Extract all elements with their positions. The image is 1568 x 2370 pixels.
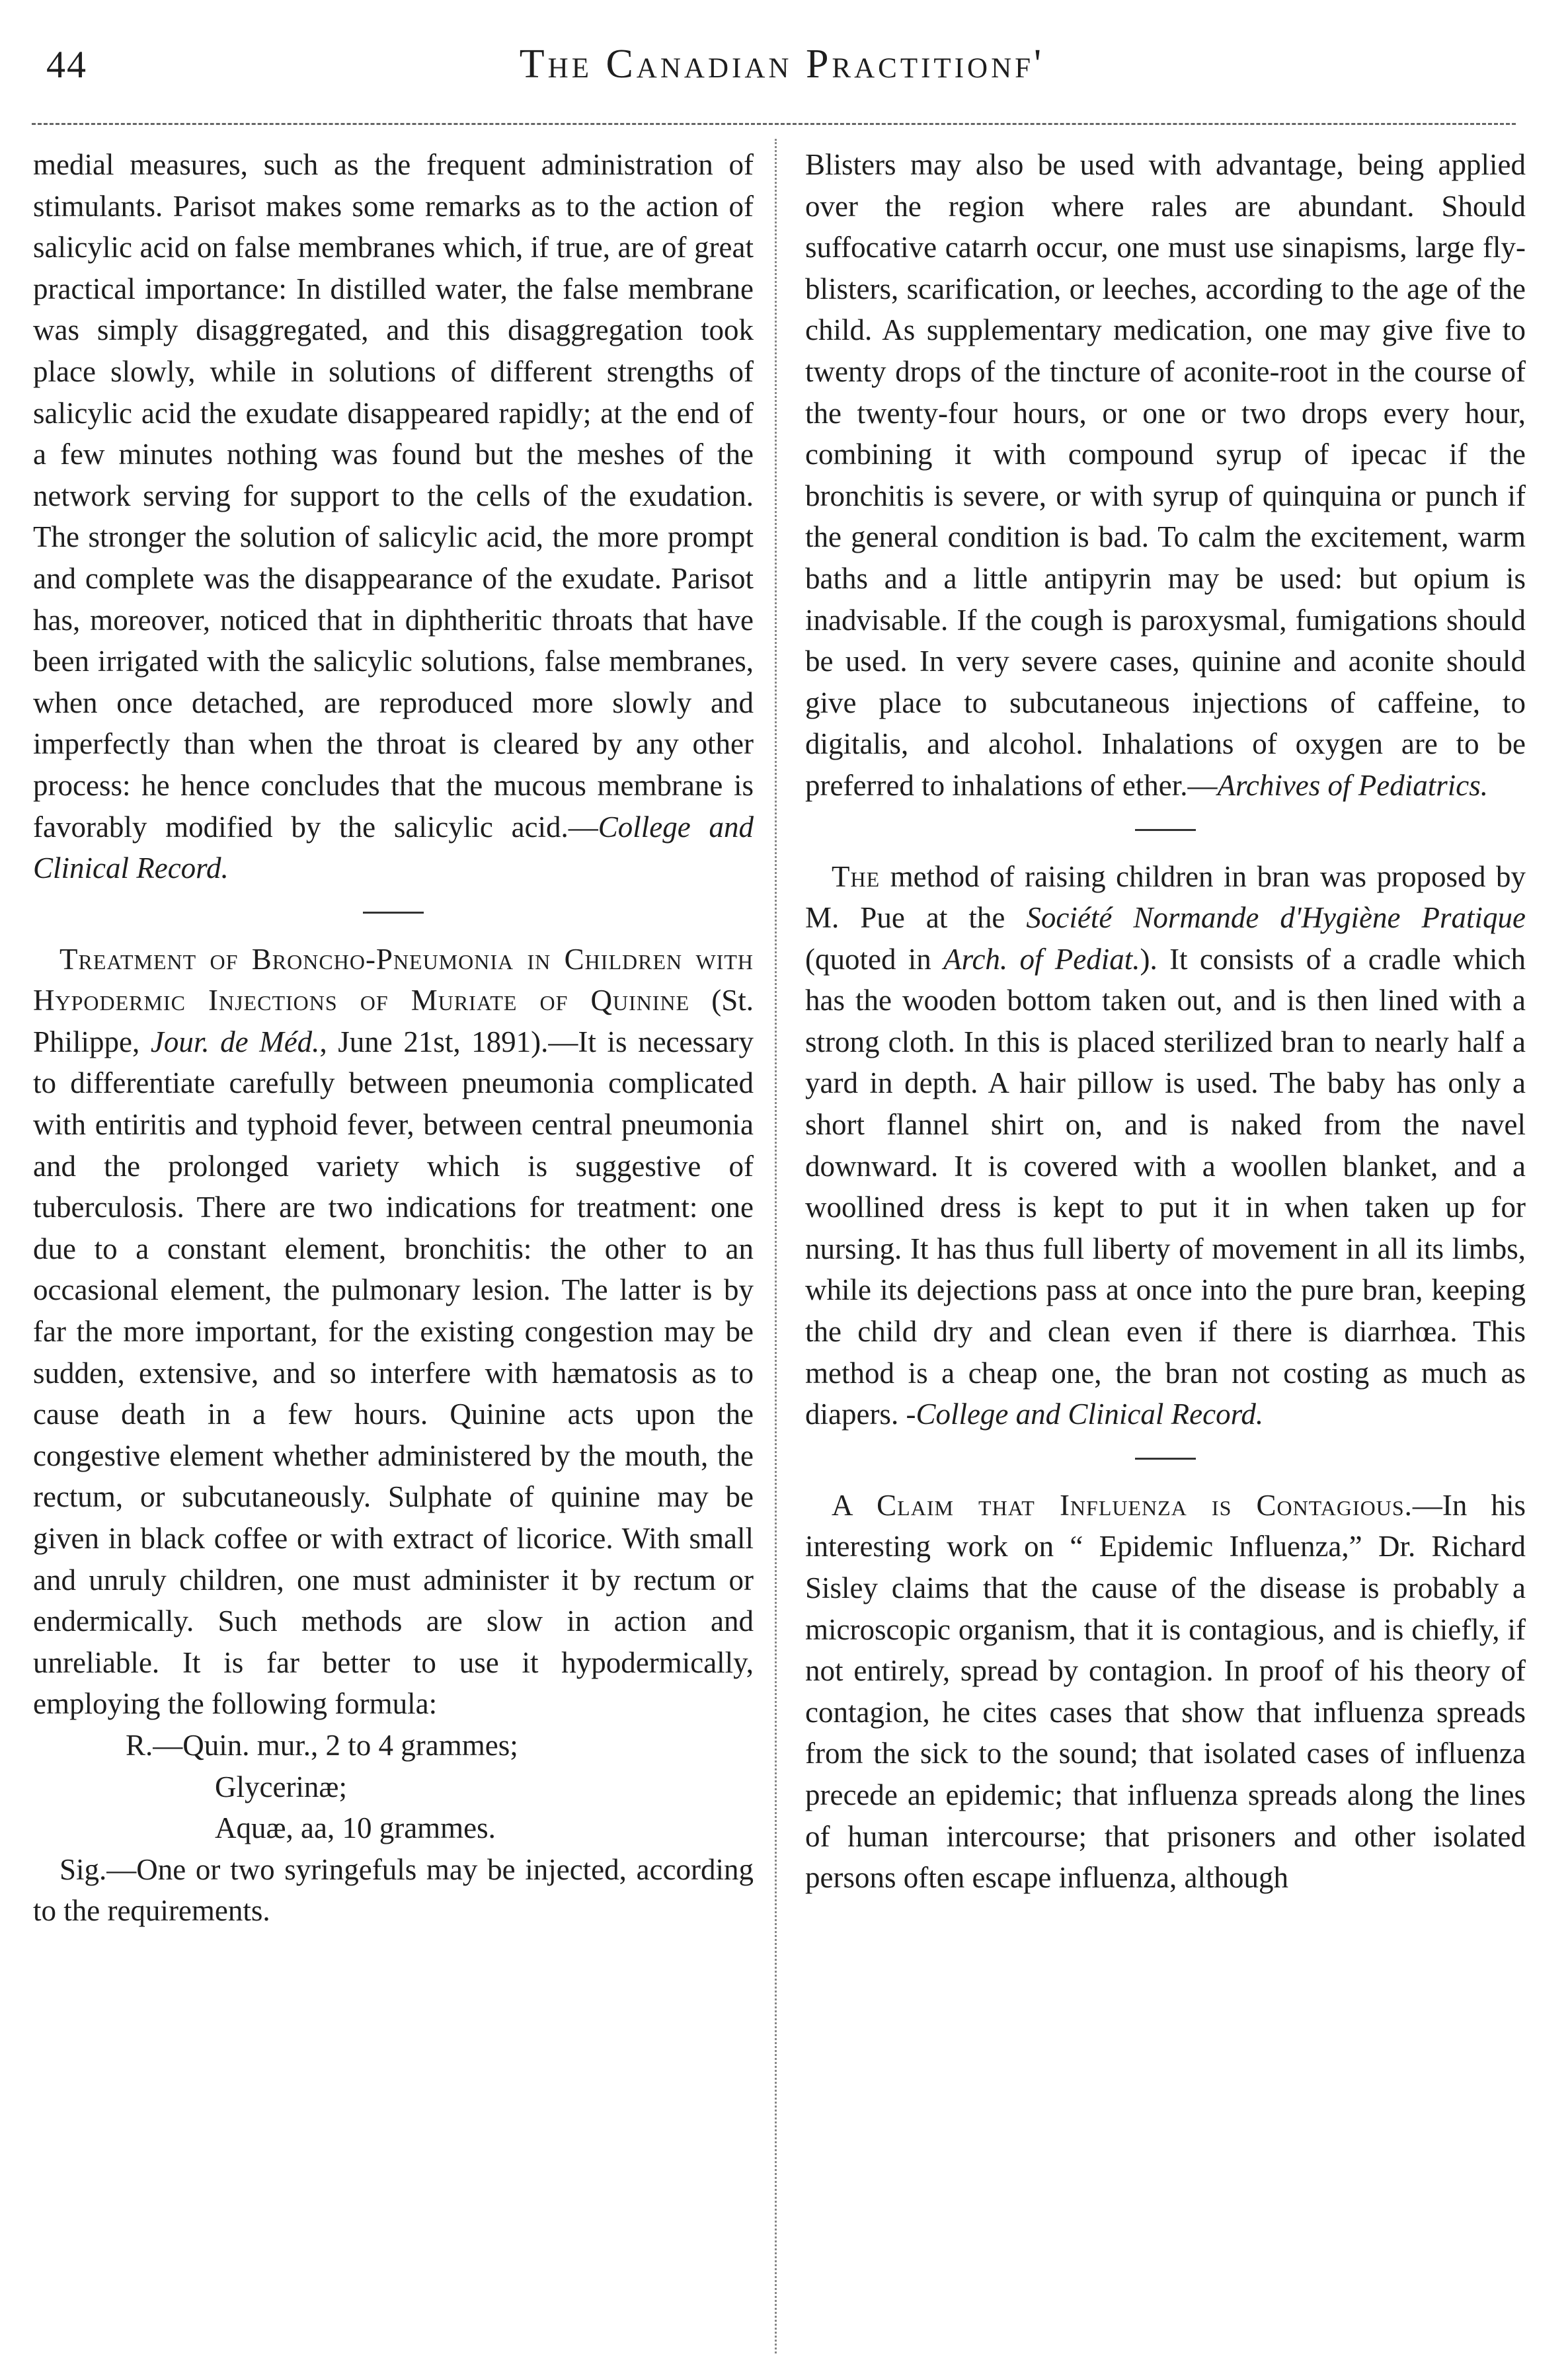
header-rule: [32, 123, 1516, 125]
formula-line: Glycerinæ;: [215, 1770, 347, 1803]
paragraph-text: Blisters may also be used with advantage, being applied over the region where rales are abundant. Should suffocative catarrh occur, one must use sinapisms, large fly-blisters, scarification, or leeches, according to the age of the child. As supplementary medication, one may give five to twenty drops of the tincture of aconite-root in the course of the twenty-four hours, or one or two drops every hour, combining it with compound syrup of ipecac if the bronchitis is severe, or with syrup of quinquina or punch if the general condition is bad. To calm the excitement, warm baths and a little antipyrin may be used: but opium is inadvisable. If the cough is paroxysmal, fumigations should be used. In very severe cases, quinine and aconite should give place to subcutaneous injections of caffeine, to digitalis, and alcohol. Inhalations of oxygen are to be preferred to inhalations of ether.—: [805, 148, 1526, 802]
running-title: The Canadian Practitionf': [519, 42, 1045, 87]
signa-instruction: Sig.—One or two syringefuls may be injected, according to the requirements.: [33, 1852, 754, 1928]
citation-prefix: (St. Philippe,: [33, 984, 754, 1058]
column-divider: [775, 139, 777, 2353]
section-separator: [1135, 1458, 1196, 1460]
prescription-formula: [33, 1725, 754, 1849]
formula-line: Aquæ, aa, 10 grammes.: [215, 1811, 496, 1845]
journal-name: Jour. de Méd.: [150, 1025, 320, 1058]
left-column: [33, 144, 754, 1932]
formula-line: R.—Quin. mur., 2 to 4 grammes;: [126, 1728, 518, 1762]
citation-date: , June 21st, 1891).: [319, 1025, 549, 1058]
lead-word: The: [832, 859, 881, 893]
blisters-paragraph: [805, 144, 1526, 807]
bran-method-article: [805, 856, 1526, 1435]
page-header: [32, 34, 1532, 114]
article-body: —In his interesting work on “ Epidemic Influenza,” Dr. Richard Sisley claims that the cause of the disease is probably a microscopic organism, that it is contagious, and is chiefly, if not entirely, spread by contagion. In proof of his theory of contagion, he cites cases that show that influenza spreads from the sick to the sound; that isolated cases of influenza precede an epidemic; that influenza spreads along the lines of human intercourse; that prisoners and other isolated persons often escape influenza, although: [805, 1488, 1526, 1895]
paragraph-text: medial measures, such as the frequent administration of stimulants. Parisot makes some remarks as to the action of salicylic acid on false membranes which, if true, are of great practical importance: In distilled water, the false membrane was simply disaggregated, and this disaggregation took place slowly, while in solutions of different strengths of salicylic acid the exudate disappeared rapidly; at the end of a few minutes nothing was found but the meshes of the network serving for support to the cells of the exudation. The stronger the solution of salicylic acid, the more prompt and complete was the disappearance of the exudate. Parisot has, moreover, noticed that in diphtheritic throats that have been irrigated with the salicylic solutions, false membranes, when once detached, are reproduced more slowly and imperfectly than when the throat is cleared by any other process: he hence concludes that the mucous membrane is favorably modified by the salicylic acid.—: [33, 148, 754, 844]
influenza-article: [805, 1485, 1526, 1899]
salicylic-acid-paragraph: [33, 144, 754, 889]
page-number: 44: [46, 43, 87, 86]
article-body: —It is necessary to differentiate carefully between pneumonia complicated with entiritis and typhoid fever, between central pneumonia and the prolonged variety which is suggestive of tuberculosis. There are two indications for treatment: one due to a constant element, bronchitis: the other to an occasional element, the pulmonary lesion. The latter is by far the more important, for the existing congestion may be sudden, extensive, and so interfere with hæmatosis as to cause death in a few hours. Quinine acts upon the congestive element whether administered by the mouth, the rectum, or subcutaneously. Sulphate of quinine may be given in black coffee or with extract of licorice. With small and unruly children, one must administer it by rectum or endermically. Such methods are slow in action and unreliable. It is far better to use it hypodermically, employing the following formula:: [33, 1025, 754, 1721]
source-citation: Archives of Pediatrics.: [1217, 768, 1489, 802]
broncho-pneumonia-article: [33, 939, 754, 1725]
article-title: A Claim that Influenza is Contagious.: [832, 1488, 1413, 1522]
section-separator: [363, 912, 424, 914]
article-text: (quoted in: [805, 942, 944, 976]
section-separator: [1135, 829, 1196, 831]
source-citation: College and Clinical Record.: [916, 1398, 1264, 1431]
article-title: Treatment of Broncho-Pneumonia in Children with Hypodermic Injections of Muriate of Quinine: [33, 942, 754, 1017]
article-text: method of raising children in bran was proposed by M. Pue at the: [805, 859, 1526, 935]
right-column: [805, 144, 1526, 1899]
article-text: ). It consists of a cradle which has the wooden bottom taken out, and is then lined with a strong cloth. In this is placed sterilized bran to nearly half a yard in depth. A hair pillow is used. The baby has only a short flannel shirt on, and is naked from the navel downward. It is covered with a woollen blanket, and a woollined dress is kept to put it in when taken up for nursing. It has thus full liberty of movement in all its limbs, while its dejections pass at once into the pure bran, keeping the child dry and clean even if there is diarrhœa. This method is a cheap one, the bran not costing as much as diapers. -: [805, 942, 1526, 1431]
society-name: Société Normande d'Hygiène Pratique: [1026, 901, 1526, 935]
source-citation: College and Clinical Record.: [33, 810, 754, 885]
reference-name: Arch. of Pediat.: [943, 942, 1140, 976]
